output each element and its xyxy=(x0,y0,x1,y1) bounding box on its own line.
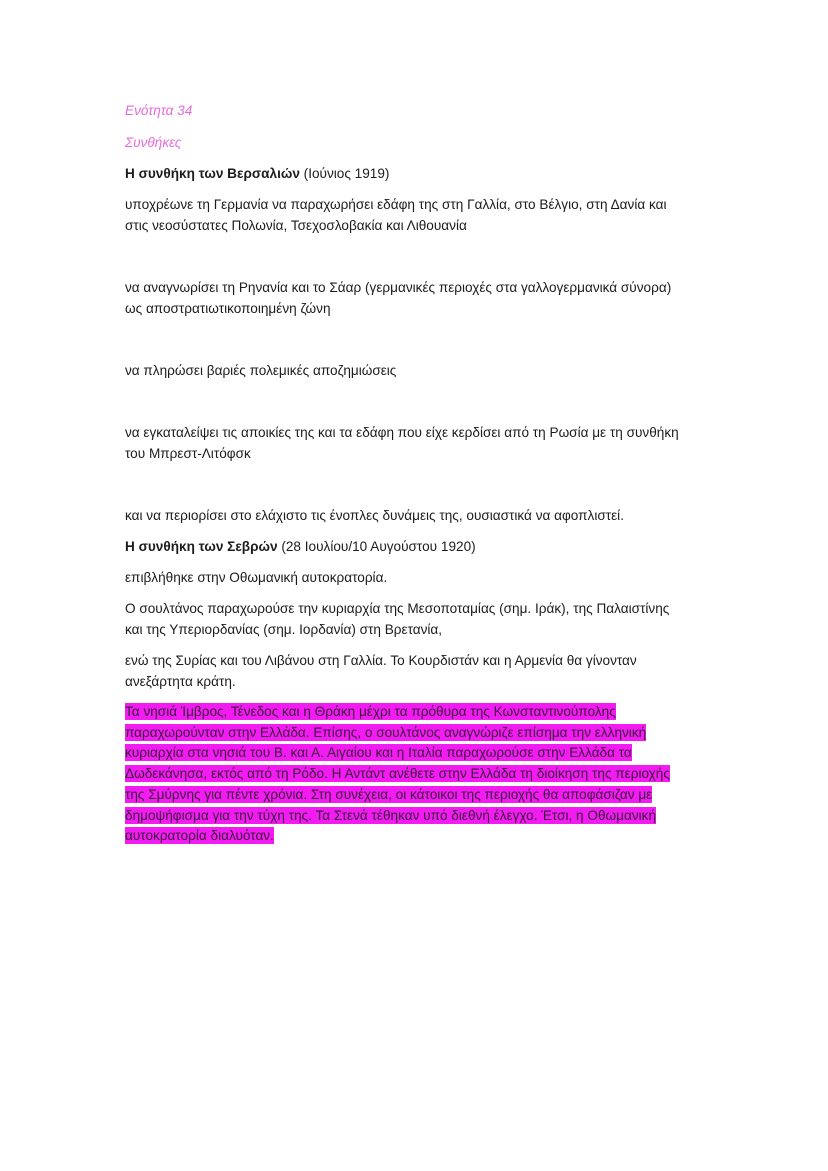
versailles-item: να αναγνωρίσει τη Ρηνανία και το Σάαρ (γερμανικές περιοχές στα γαλλογερμανικά σύνορα) ως αποστρατιωτικοποιημένη ζώνη xyxy=(125,280,672,316)
versailles-date: (Ιούνιος 1919) xyxy=(299,166,390,181)
document-page xyxy=(125,100,690,847)
versailles-title: Η συνθήκη των Βερσαλιών xyxy=(125,166,300,181)
highlighted-paragraph xyxy=(125,702,690,847)
document-subtitle: Συνθήκες xyxy=(125,135,182,150)
versailles-item: υποχρέωνε τη Γερμανία να παραχωρήσει εδάφη της στη Γαλλία, στο Βέλγιο, στη Δανία και στις νεοσύστατες Πολωνία, Τσεχοσλοβακία και Λιθουανία xyxy=(125,197,667,233)
sevres-item: ενώ της Συρίας και του Λιβάνου στη Γαλλία. Το Κουρδιστάν και η Αρμενία θα γίνονταν ανεξάρτητα κράτη. xyxy=(125,653,637,689)
versailles-heading xyxy=(125,163,690,184)
sevres-heading xyxy=(125,536,690,557)
sevres-date: (28 Ιουλίου/10 Αυγούστου 1920) xyxy=(277,539,476,554)
highlighted-text: Τα νησιά Ίμβρος, Τένεδος και η Θράκη μέχρι τα πρόθυρα της Κωνσταντινούπολης παραχωρούνταν στην Ελλάδα. Επίσης, ο σουλτάνος αναγνώριζε επίσημα την ελληνική κυριαρχία στα νησιά του Β. και Α. Αιγαίου και η Ιταλία παραχωρούσε στην Ελλάδα τα Δωδεκάνησα, εκτός από τη Ρόδο. Η Αντάντ ανέθετε στην Ελλάδα τη διοίκηση της περιοχής της Σμύρνης για πέντε χρόνια. Στη συνέχεια, οι κάτοικοι της περιοχής θα αποφάσιζαν με δημοψήφισμα για την τύχη της. Τα Στενά τέθηκαν υπό διεθνή έλεγχο. Έτσι, η Οθωμανική αυτοκρατορία διαλυόταν. xyxy=(125,704,670,844)
sevres-title: Η συνθήκη των Σεβρών xyxy=(125,539,278,554)
sevres-item: Ο σουλτάνος παραχωρούσε την κυριαρχία της Μεσοποταμίας (σημ. Ιράκ), της Παλαιστίνης και της Υπεριορδανίας (σημ. Ιορδανία) στη Βρετανία, xyxy=(125,601,670,637)
versailles-item: να εγκαταλείψει τις αποικίες της και τα εδάφη που είχε κερδίσει από τη Ρωσία με τη συνθήκη του Μπρεστ-Λιτόφσκ xyxy=(125,425,679,461)
sevres-item: επιβλήθηκε στην Οθωμανική αυτοκρατορία. xyxy=(125,570,388,585)
versailles-item: και να περιορίσει στο ελάχιστο τις ένοπλες δυνάμεις της, ουσιαστικά να αφοπλιστεί. xyxy=(125,508,624,523)
section-title: Ενότητα 34 xyxy=(125,103,193,118)
versailles-item: να πληρώσει βαριές πολεμικές αποζημιώσεις xyxy=(125,363,397,378)
